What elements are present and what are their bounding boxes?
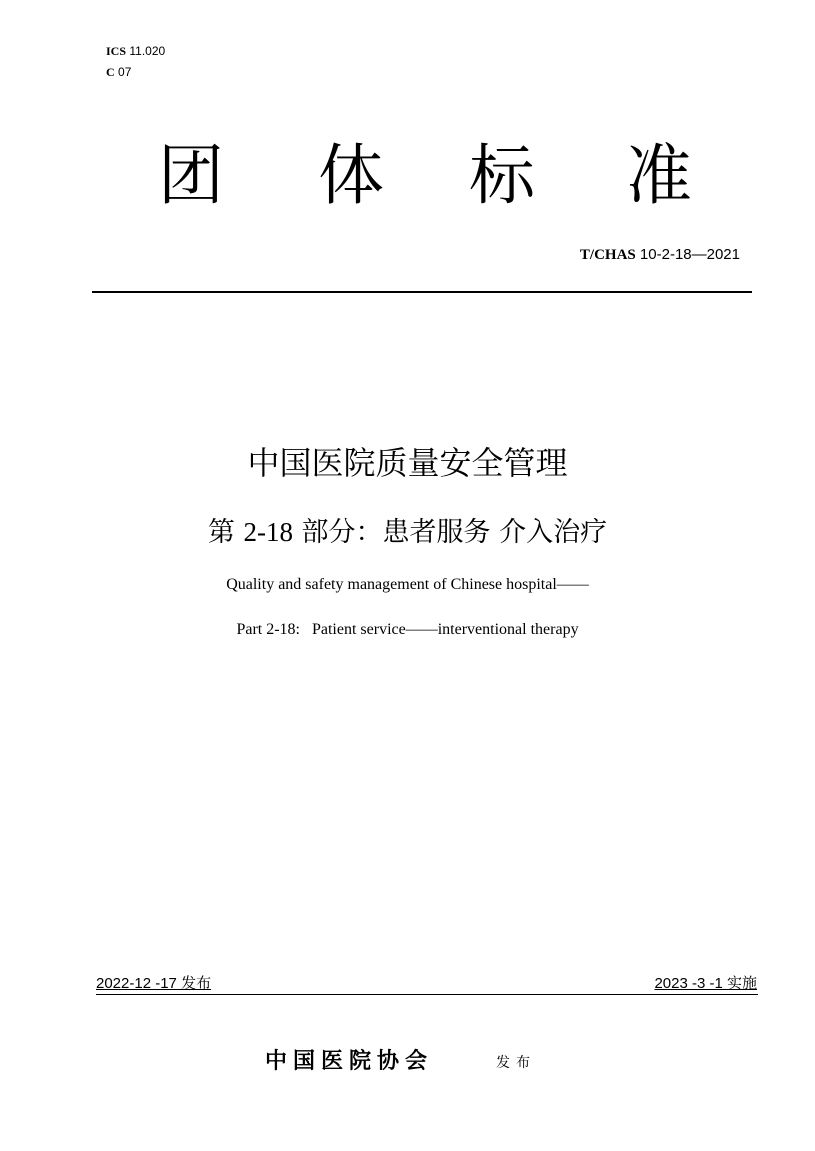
- standard-prefix: T/CHAS: [579, 247, 636, 263]
- standard-number: [580, 246, 740, 264]
- chinese-title: 中国医院质量安全管理: [247, 444, 568, 482]
- ccs-label: C: [106, 65, 115, 79]
- issue-date: 2022-12 -17 发布: [96, 975, 212, 992]
- doc-type-char: 体: [318, 137, 384, 214]
- ics-value: 11.020: [129, 44, 166, 58]
- english-title-line-2: Part 2-18: Patient service——interventional therapy: [236, 621, 579, 638]
- chinese-subtitle: [0, 513, 815, 552]
- document-type-title: [0, 136, 815, 216]
- standard-code: 10-2-18—2021: [639, 246, 740, 263]
- english-title-line-1: Quality and safety management of Chinese hospital——: [226, 576, 589, 593]
- subtitle-prefix: 第: [207, 517, 235, 548]
- doc-type-char: 团: [158, 137, 224, 214]
- publisher-name: 中国医院协会: [265, 1049, 434, 1074]
- subtitle-part-number: 2-18: [243, 517, 293, 547]
- ccs-code: [106, 65, 131, 79]
- footer-divider: [96, 994, 758, 995]
- implementation-date: 2023 -3 -1 实施: [654, 975, 757, 992]
- publish-label: 发布: [496, 1055, 536, 1071]
- subtitle-rest: 部分：患者服务 介入治疗: [301, 517, 608, 548]
- ccs-value: 07: [118, 65, 132, 79]
- doc-type-char: 标: [469, 137, 535, 214]
- doc-type-char: 准: [626, 137, 692, 214]
- ics-label: ICS: [106, 44, 127, 58]
- header-divider: [92, 291, 752, 293]
- ics-code: [106, 44, 165, 58]
